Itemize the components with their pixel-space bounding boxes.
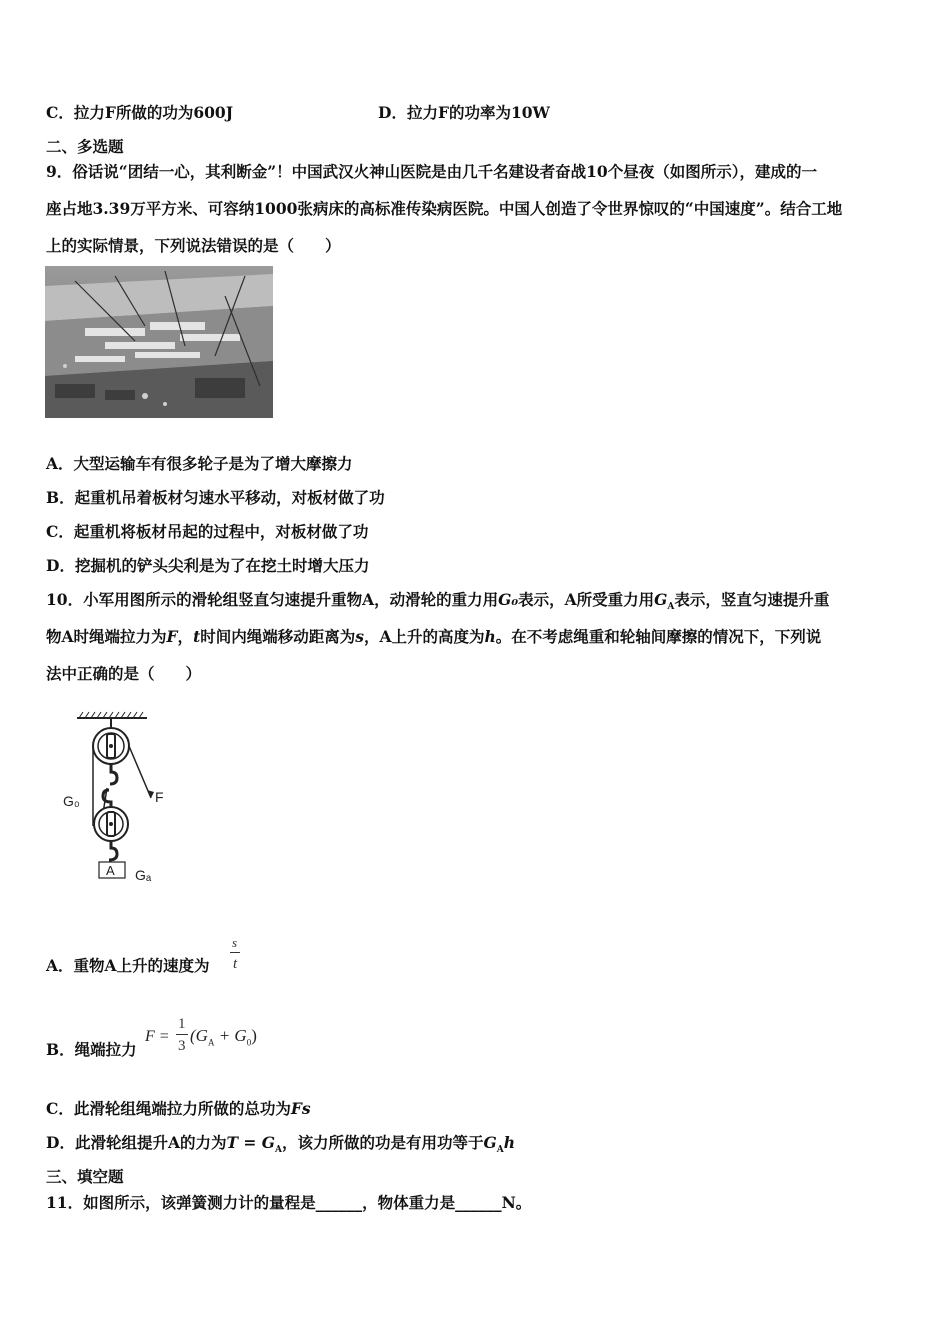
q10-option-b: B．绳端拉力 <box>46 1040 137 1059</box>
q10-option-b-formula-lhs: F = <box>145 1028 170 1045</box>
q11-stem-line-1: 11．如图所示，该弹簧测力计的量程是______，物体重力是______N。 <box>46 1193 532 1212</box>
q10-text: C．此滑轮组绳端拉力所做的总功为 <box>46 1099 291 1118</box>
q8-option-c: C．拉力F所做的功为600J <box>46 103 234 122</box>
q10-var-t: t <box>193 627 201 646</box>
q10-stem-line-3: 法中正确的是（ ） <box>46 664 202 683</box>
q10-option-a-denominator: t <box>233 956 238 972</box>
q10-text: 物A时绳端拉力为 <box>46 627 167 646</box>
q10-option-a: A．重物A上升的速度为 <box>46 956 210 975</box>
q10-option-b-fraction-bar <box>176 1034 188 1035</box>
pulley-label-ga: Gₐ <box>135 867 152 883</box>
q9-option-d: D．挖掘机的铲头尖利是为了在挖土时增大压力 <box>46 556 370 575</box>
q10-var-h: h <box>503 1133 516 1152</box>
q10-text: ， <box>177 627 194 646</box>
pulley-diagram <box>55 708 175 888</box>
q10-text: 表示，竖直匀速提升重 <box>674 590 830 609</box>
q8-option-d: D．拉力F的功率为10W <box>378 103 550 122</box>
construction-site-photo <box>45 266 273 418</box>
q10-text: 时间内绳端移动距离为 <box>200 627 356 646</box>
q10-formula-part: (G <box>190 1026 208 1045</box>
q10-var-g0: G₀ <box>498 590 519 609</box>
q10-var-g: G <box>483 1133 497 1152</box>
q9-stem-line-3: 上的实际情景，下列说法错误的是（ ） <box>46 236 341 255</box>
q10-var-t-eq: T = G <box>226 1133 276 1152</box>
q10-formula-part: ) <box>251 1026 257 1045</box>
q10-text: ，A上升的高度为 <box>363 627 485 646</box>
q10-var-s: s <box>355 627 364 646</box>
q10-option-a-fraction-bar <box>230 952 240 953</box>
pulley-label-g0: G₀ <box>63 793 80 809</box>
q10-option-c <box>46 1101 311 1117</box>
q10-formula-part: + G <box>214 1026 247 1045</box>
q10-formula-sub: 0 <box>246 1037 252 1048</box>
q10-option-b-formula-rhs <box>190 1027 257 1047</box>
q10-var-h: h <box>484 627 496 646</box>
q10-option-a-numerator: s <box>232 935 238 950</box>
q9-stem-line-1: 9．俗话说“团结一心，其利断金”！中国武汉火神山医院是由几千名建设者奋战10个昼夜（如图所示），建成的一 <box>46 162 817 181</box>
pulley-label-a: A <box>106 863 115 878</box>
q10-var-sub: A <box>496 1145 504 1156</box>
q10-stem-line-1 <box>46 592 829 612</box>
q10-text: 10．小军用图所示的滑轮组竖直匀速提升重物A，动滑轮的重力用 <box>46 590 499 609</box>
q10-var-ga: G <box>654 590 668 609</box>
pulley-label-f: F <box>155 789 164 805</box>
q10-var-sub: A <box>275 1145 283 1156</box>
q9-stem-line-2: 座占地3.39万平方米、可容纳1000张病床的高标准传染病医院。中国人创造了令世界惊叹的“中国速度”。结合工地 <box>46 199 843 218</box>
q10-text: D．此滑轮组提升A的力为 <box>46 1133 227 1152</box>
q9-option-a: A．大型运输车有很多轮子是为了增大摩擦力 <box>46 454 353 473</box>
q10-text: 。在不考虑绳重和轮轴间摩擦的情况下，下列说 <box>495 627 822 646</box>
section-fill-in-heading: 三、填空题 <box>46 1167 124 1186</box>
q10-text: ，该力所做的功是有用功等于 <box>282 1133 484 1152</box>
q10-var-f: F <box>166 627 178 646</box>
section-multiple-choice-heading: 二、多选题 <box>46 137 124 156</box>
q10-option-d <box>46 1135 515 1155</box>
q9-option-c: C．起重机将板材吊起的过程中，对板材做了功 <box>46 522 369 541</box>
q9-option-b: B．起重机吊着板材匀速水平移动，对板材做了功 <box>46 488 385 507</box>
q10-formula-sub: A <box>207 1037 215 1048</box>
q10-text: 表示，A所受重力用 <box>518 590 655 609</box>
q10-var-fs: Fs <box>290 1099 311 1118</box>
q10-var-ga-sub: A <box>667 602 675 613</box>
q10-option-b-numerator: 1 <box>178 1016 186 1032</box>
q10-option-b-denominator: 3 <box>178 1038 186 1054</box>
q10-stem-line-2 <box>46 629 821 645</box>
